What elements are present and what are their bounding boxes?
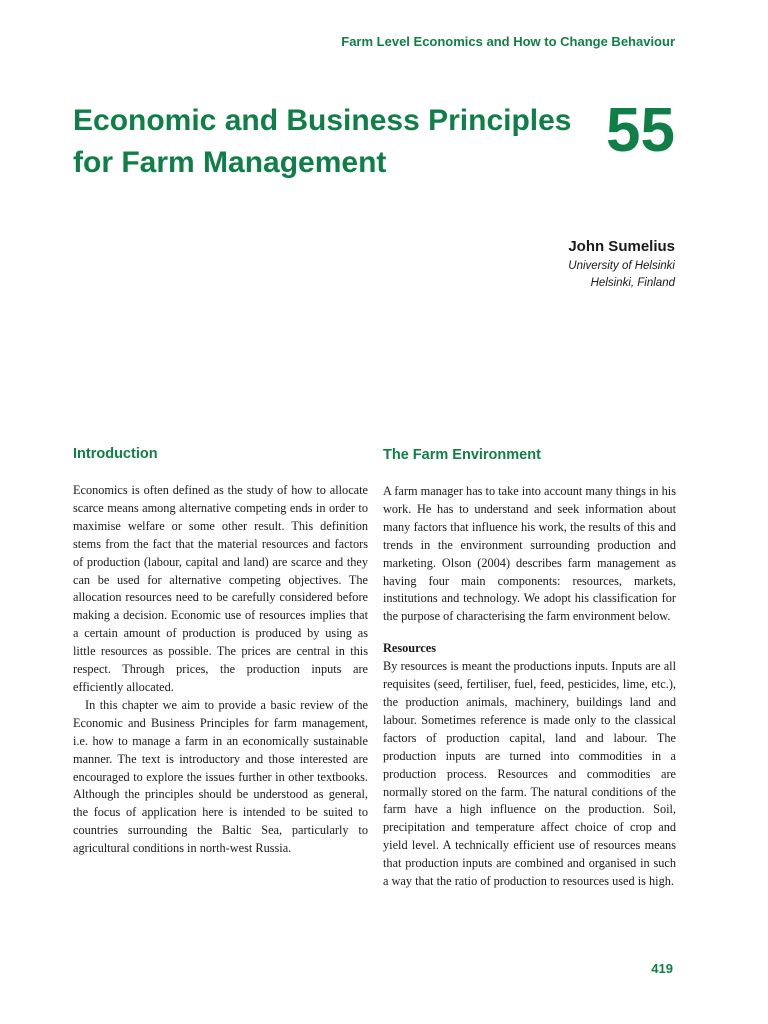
resources-subheading: Resources	[383, 641, 437, 656]
introduction-column	[73, 482, 368, 858]
chapter-title-line-1: Economic and Business Principles	[73, 104, 572, 137]
farm-environment-column	[383, 483, 676, 891]
author-location: Helsinki, Finland	[590, 277, 675, 289]
author-block	[568, 236, 675, 292]
introduction-paragraph-1: Economics is often defined as the study of how to allocate scarce means among alternative competing ends in order to maximise welfare or some other result. This definition stems from the fact that the material resources and factors of production (labour, capital and land) are scarce and they can be used for alternative competing objectives. The allocation resources need to be carefully considered before making a decision. Economic use of resources implies that a certain amount of production is produced by using as little resources as possible. The prices are central in this respect. Through prices, the production inputs are efficiently allocated.	[73, 483, 368, 694]
page-number: 419	[651, 961, 673, 976]
chapter-title-line-2: for Farm Management	[73, 146, 387, 179]
running-head: Farm Level Economics and How to Change Behaviour	[341, 34, 675, 49]
introduction-paragraph-2: In this chapter we aim to provide a basic review of the Economic and Business Principles for farm management, i.e. how to manage a farm in an economically sustainable manner. The text is introductory and those interested are encouraged to explore the issues further in other textbooks. Although the principles should be understood as general, the focus of application here is intended to be suited to countries surrounding the Baltic Sea, particularly to agricultural conditions in north-west Russia.	[73, 697, 368, 856]
resources-paragraph: By resources is meant the productions inputs. Inputs are all requisites (seed, fertiliser, fuel, feed, pesticides, lime, etc.), the production animals, machinery, buildings land and labour. Sometimes reference is made only to the classical factors of production capital, land and labour. The production inputs are turned into commodities in a production process. Resources and commodities are normally stored on the farm. The natural conditions of the farm have a high influence on the production. Soil, precipitation and temperature affect choice of crop and yield level. A technically efficient use of resources means that production inputs are combined and organised in such a way that the ratio of production to resources used is high.	[383, 659, 676, 889]
farm-environment-paragraph-1: A farm manager has to take into account many things in his work. He has to understand and seek information about many factors that influence his work, the results of this and trends in the environment surrounding production and marketing. Olson (2004) describes farm management as having four main components: resources, markets, institutions and technology. We adopt his classification for the purpose of characterising the farm environment below.	[383, 484, 676, 624]
introduction-heading: Introduction	[73, 446, 158, 462]
chapter-title	[73, 100, 573, 184]
author-affiliation: University of Helsinki	[568, 260, 675, 272]
farm-environment-heading: The Farm Environment	[383, 447, 541, 463]
author-name: John Sumelius	[568, 238, 675, 255]
chapter-number: 55	[606, 96, 675, 165]
